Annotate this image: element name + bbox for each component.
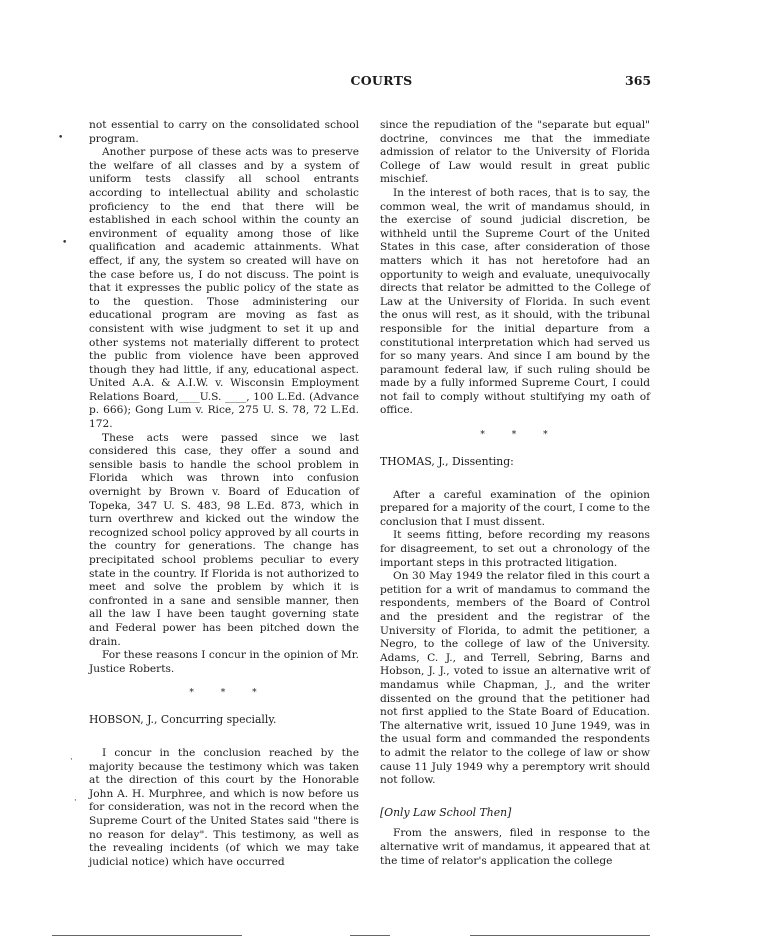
opinion-heading: HOBSON, J., Concurring specially. <box>89 713 277 727</box>
scan-speck: · <box>74 796 77 806</box>
paragraph: For these reasons I concur in the opinion of Mr. Justice Roberts. <box>89 649 359 675</box>
paragraph: not essential to carry on the consolidated school program. <box>89 119 359 145</box>
running-head-title: COURTS <box>350 73 413 88</box>
section-separator: * * * <box>189 688 269 699</box>
right-column <box>380 119 650 868</box>
scan-speck: · <box>70 755 73 765</box>
scan-speck: • <box>62 238 68 248</box>
paragraph: Another purpose of these acts was to preserve the welfare of all classes and by a system of uniform tests classify all school entrants according to intellectual ability and scholastic proficiency to the end that there will be established in each school within the county an environment of equality among those of like qualification and academic attainments. What effect, if any, the system so created will have on the case before us, I do not discuss. The point is that it expresses the public policy of the state as to the question. Those administering our educational program are moving as fast as consistent with wise judgment to set it up and other systems not materially different to protect the public from violence have been approved though they had little, if any, educational aspect. United A.A. & A.I.W. v. Wisconsin Employment Relations Board,____U.S. ____, 100 L.Ed. (Advance p. 666); Gong Lum v. Rice, 275 U. S. 78, 72 L.Ed. 172. <box>89 146 359 431</box>
paragraph: It seems fitting, before recording my reasons for disagreement, to set out a chronology of the important steps in this protracted litigation. <box>380 529 650 569</box>
paragraph: In the interest of both races, that is to say, the common weal, the writ of mandamus should, in the exercise of sound judicial discretion, be withheld until the Supreme Court of the United States in this case, after consideration of those matters which it has not heretofore had an opportunity to weigh and evaluate, unequivocally directs that relator be admitted to the College of Law at the University of Florida. In such event the onus will rest, as it should, with the tribunal responsible for the initial departure from a constitutional interpretation which had served us for so many years. And since I am bound by the paramount federal law, if such ruling should be made by a fully informed Supreme Court, I could not fail to comply without stultifying my oath of office. <box>380 186 650 417</box>
opinion-heading: THOMAS, J., Dissenting: <box>380 455 514 469</box>
section-separator: * * * <box>480 430 560 441</box>
paragraph: On 30 May 1949 the relator filed in this court a petition for a writ of mandamus to command the respondents, members of the Board of Control and the president and the registrar of the University of Florida, to admit the petitioner, a Negro, to the college of law of the University. Adams, C. J., and Terrell, Sebring, Barns and Hobson, J. J., voted to issue an alternative writ of mandamus while Chapman, J., and the writer dissented on the ground that the petitioner had not first applied to the State Board of Education. The alternative writ, issued 10 June 1949, was in the usual form and commanded the respondents to admit the relator to the college of law or show cause 11 July 1949 why a peremptory writ should not follow. <box>380 570 650 787</box>
bottom-rule <box>470 935 650 936</box>
left-column <box>89 119 359 869</box>
paragraph: since the repudiation of the "separate but equal" doctrine, convinces me that the immediate admission of relator to the University of Florida College of Law would result in great public mischief. <box>380 119 650 186</box>
paragraph: These acts were passed since we last considered this case, they offer a sound and sensible basis to handle the school problem in Florida which was thrown into confusion overnight by Brown v. Board of Education of Topeka, 347 U. S. 483, 98 L.Ed. 873, which in turn overthrew and kicked out the window the recognized school policy approved by all courts in the country for generations. The change has precipitated school problems peculiar to every state in the country. If Florida is not authorized to meet and solve the problem by which it is confronted in a sane and sensible manner, then all the law I have been taught governing state and Federal power has been pitched down the drain. <box>89 431 359 648</box>
paragraph: After a careful examination of the opinion prepared for a majority of the court, I come to the conclusion that I must dissent. <box>380 488 650 528</box>
bottom-rule <box>350 935 390 936</box>
scan-speck: • <box>58 133 64 143</box>
subheading: [Only Law School Then] <box>380 805 512 819</box>
running-head <box>0 73 763 93</box>
bottom-rule <box>52 935 242 936</box>
paragraph: From the answers, filed in response to the alternative writ of mandamus, it appeared that at the time of relator's application the college <box>380 827 650 867</box>
paragraph: I concur in the conclusion reached by the majority because the testimony which was taken at the direction of this court by the Honorable John A. H. Murphree, and which is now before us for consideration, was not in the record when the Supreme Court of the United States said "there is no reason for delay". This testimony, as well as the revealing incidents (of which we may take judicial notice) which have occurred <box>89 746 359 868</box>
page-number: 365 <box>625 73 652 88</box>
